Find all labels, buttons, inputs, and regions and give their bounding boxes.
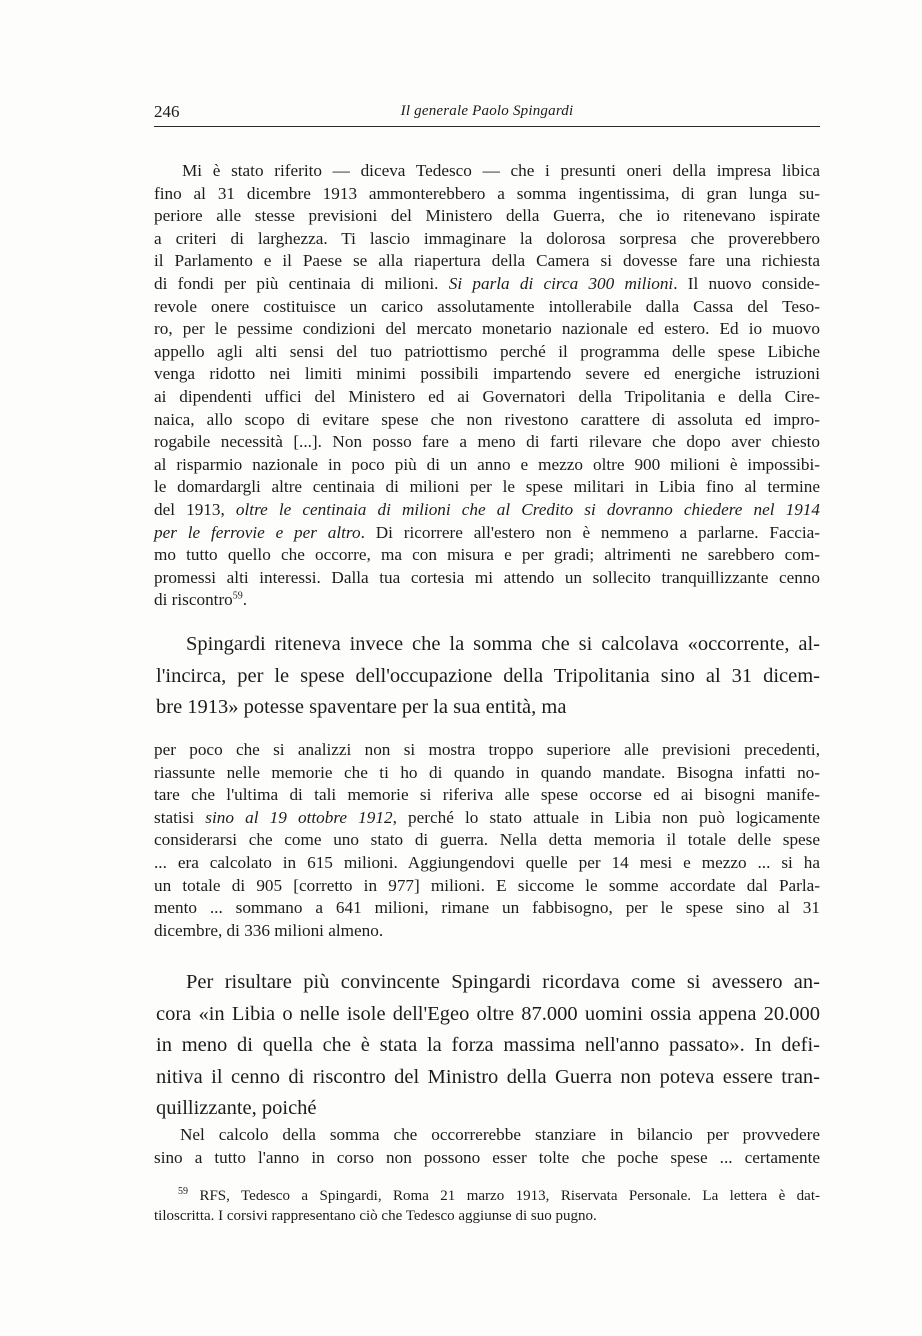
text-run: , perché lo stato attuale in Libia non può logicamente [392,807,821,827]
body-line: l'incirca, per le spese dell'occupazione della Tripolitania sino al 31 dicem- [156,664,820,687]
quote-line: al risparmio nazionale in poco più di un anno e mezzo oltre 900 milioni è impossibi- [154,454,820,474]
body-paragraph-2 [156,967,820,1125]
text-run: . [242,590,248,610]
running-title: Il generale Paolo Spingardi [400,103,574,119]
footnote [154,1186,820,1226]
italic-run: oltre le centinaia di milioni che al Credito si dovranno chiedere nel 1914 [235,499,820,519]
footnote-line: tiloscritta. I corsivi rappresentano ciò che Tedesco aggiunse di suo pugno. [154,1208,597,1224]
text-run: di riscontro [154,590,233,610]
body-line: quillizzante, poiché [156,1097,317,1119]
italic-run: Si parla di circa 300 milioni [448,273,674,293]
quote-line: un totale di 905 [corretto in 977] milioni. E siccome le somme accordate dal Parla- [154,875,820,895]
quote-line: dicembre, di 336 milioni almeno. [154,920,384,940]
quote-line: le domardargli altre centinaia di milioni per le spese militari in Libia fino al termine [154,477,820,497]
text-run: . Il nuovo conside- [673,273,820,293]
body-line: cora «in Libia o nelle isole dell'Egeo oltre 87.000 uomini ossia appena 20.000 [156,1002,820,1025]
quote-line: ro, per le pessime condizioni del mercato monetario nazionale ed estero. Ed io muovo [154,319,820,339]
footnote-ref[interactable]: 59 [232,590,243,602]
running-head [154,100,820,127]
body-line: Spingardi riteneva invece che la somma che si calcolava «occorrente, al- [186,633,820,655]
quote-line [154,499,820,522]
body-line: Per risultare più convincente Spingardi ricordava come si avessero an- [186,971,820,993]
page-number: 246 [154,102,180,121]
text-run: statisi [154,807,206,827]
quote-line [154,273,820,296]
quote-line: per poco che si analizzi non si mostra troppo superiore alle previsioni precedenti, [154,740,820,759]
quote-line: sino a tutto l'anno in corso non possono esser tolte che poche spese ... certamente [154,1147,820,1167]
quote-line: Mi è stato riferito — diceva Tedesco — che i presunti oneri della impresa libica [182,161,820,180]
quote-line: a criteri di larghezza. Ti lascio immaginare la dolorosa sorpresa che proverebbero [154,228,820,248]
footnote-number: 59 [178,1186,188,1197]
block-quote-tedesco [154,160,820,612]
text-run: RFS, Tedesco a Spingardi, Roma 21 marzo 1913, Riservata Personale. La lettera è dat- [188,1188,820,1204]
quote-line [154,589,820,612]
quote-line: rogabile necessità [...]. Non posso fare a meno di farti rilevare che dopo aver chiesto [154,432,820,452]
body-paragraph-1 [156,629,820,724]
quote-line: naica, allo scopo di evitare spese che non rivestono carattere di assoluta ed impro- [154,409,820,429]
quote-line: riassunte nelle memorie che ti ho di quando in quando mandate. Bisogna infatti no- [154,762,820,782]
quote-line: venga ridotto nei limiti minimi possibili impartendo severe ed energiche istruzioni [154,364,820,384]
quote-line [154,522,820,545]
text-run: di fondi per più centinaia di milioni. [154,273,449,293]
body-line: nitiva il cenno di riscontro del Ministro della Guerra non poteva essere tran- [156,1065,820,1088]
quote-line: il Parlamento e il Paese se alla riapertura della Camera si dovesse fare una richiesta [154,251,820,271]
quote-line: considerarsi che come uno stato di guerra. Nella detta memoria il totale delle spese [154,830,820,850]
body-line: bre 1913» potesse spaventare per la sua entità, ma [156,696,567,718]
quote-line: promessi alti interessi. Dalla tua cortesia mi attendo un sollecito tranquillizzante cenno [154,567,820,587]
text-run: del 1913, [154,499,236,519]
text-run: . Di ricorrere all'estero non è nemmeno a parlarne. Faccia- [360,522,820,542]
quote-line: mento ... sommano a 641 milioni, rimane un fabbisogno, per le spese sino al 31 [154,898,820,918]
quote-line: appello agli alti sensi del tuo patriottismo perché il programma delle spese Libiche [154,341,820,361]
italic-run: sino al 19 ottobre 1912 [205,807,393,827]
quote-line: fino al 31 dicembre 1913 ammonterebbero a somma ingentissima, di gran lunga su- [154,183,820,203]
quote-line: revole onere costituisce un carico assolutamente intollerabile dalla Cassa del Teso- [154,296,820,316]
quote-line: mo tutto quello che occorre, ma con misura e per gradi; altrimenti ne sarebbero com- [154,545,820,565]
block-quote-spingardi [154,739,820,942]
footnote-line [154,1186,820,1206]
body-line: in meno di quella che è stata la forza massima nell'anno passato». In defi- [156,1034,820,1056]
italic-run: per le ferrovie e per altro [154,522,361,542]
quote-line [154,807,820,830]
quote-line: tare che l'ultima di tali memorie si riferiva alle spese occorse ed ai bisogni manife- [154,785,820,805]
block-quote-calcolo [154,1124,820,1169]
quote-line: ai dipendenti uffici del Ministero ed ai Governatori della Tripolitania e della Cire- [154,386,820,406]
quote-line: ... era calcolato in 615 milioni. Aggiungendovi quelle per 14 mesi e mezzo ... si ha [154,852,820,872]
quote-line: Nel calcolo della somma che occorrerebbe stanziare in bilancio per provvedere [180,1125,820,1144]
quote-line: periore alle stesse previsioni del Ministero della Guerra, che io ritenevano ispirate [154,206,820,226]
